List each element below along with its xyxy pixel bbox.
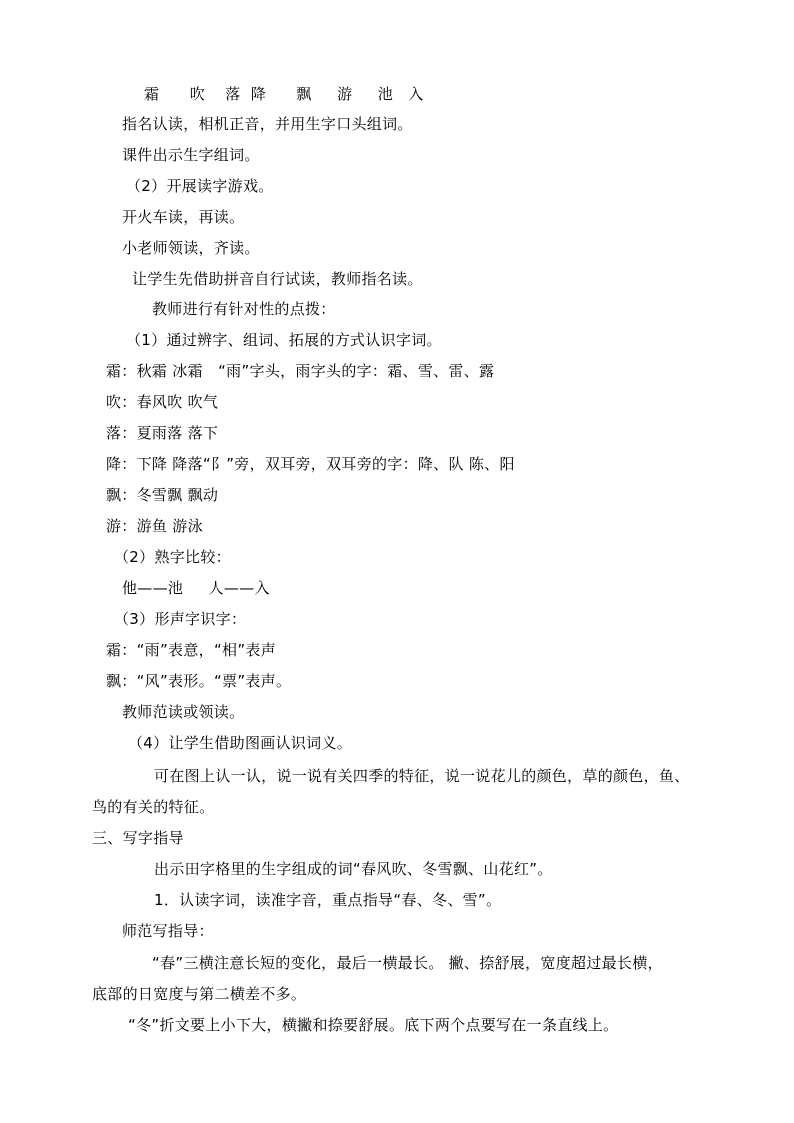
text-line-grid-words: 出示田字格里的生字组成的词“春风吹、冬雪飘、山花红”。 [154, 860, 553, 878]
text-line-dong-strokes: “冬”折文要上小下大，横撇和捺要舒展。底下两个点要写在一条直线上。 [128, 1016, 619, 1034]
step-heading-pictures: （4）让学生借助图画认识词义。 [128, 734, 353, 752]
step-heading-phono-semantic: （3）形声字识字： [114, 610, 247, 628]
text-line-train-reading: 开火车读，再读。 [122, 208, 245, 226]
text-line-little-teacher: 小老师领读，齐读。 [122, 239, 260, 257]
text-line-teacher-guidance: 教师进行有针对性的点拨： [152, 300, 336, 318]
word-entry-piao-form: 飘：“风”表形。“票”表声。 [106, 672, 292, 690]
text-line-chun-strokes: “春”三横注意长短的变化，最后一横最长。 撇、捺舒展，宽度超过最长横， [152, 954, 663, 972]
text-line-seasons-cont: 鸟的有关的特征。 [92, 798, 215, 816]
step-heading-compare: （2）熟字比较： [114, 548, 231, 566]
step-heading-reading-games: （2）开展读字游戏。 [126, 177, 274, 195]
section-heading-writing: 三、写字指导 [92, 829, 184, 847]
text-line-chun-strokes-cont: 底部的日宽度与第二横差不多。 [92, 985, 307, 1003]
text-line-read-by-name: 指名认读，相机正音，并用生字口头组词。 [122, 115, 413, 133]
text-line-pinyin-reading: 让学生先借助拼音自行试读，教师指名读。 [132, 270, 423, 288]
text-line-seasons: 可在图上认一认，说一说有关四季的特征，说一说花儿的颜色，草的颜色，鱼、 [154, 767, 690, 785]
word-entry-chui: 吹：春风吹 吹气 [106, 393, 219, 411]
word-entry-shuang: 霜：秋霜 冰霜 “雨”字头，雨字头的字：霜、雪、雷、露 [106, 362, 495, 380]
text-line-compare-pairs: 他——池 人——入 [122, 579, 270, 597]
text-line-model-reading: 教师范读或领读。 [122, 703, 245, 721]
new-characters-line: 霜 吹 落 降 飘 游 池 入 [144, 85, 424, 103]
word-entry-shuang-form: 霜：“雨”表意，“相”表声 [106, 641, 276, 659]
step-heading-word-learning: （1）通过辨字、组词、拓展的方式认识字词。 [126, 331, 442, 349]
text-line-writing-demo: 师范写指导： [122, 922, 214, 940]
word-entry-jiang: 降：下降 降落“阝”旁，双耳旁，双耳旁的字：降、队 陈、阳 [106, 455, 515, 473]
word-entry-piao: 飘：冬雪飘 飘动 [106, 486, 219, 504]
word-entry-you: 游：游鱼 游泳 [106, 517, 203, 535]
text-line-courseware: 课件出示生字组词。 [122, 146, 260, 164]
text-line-read-words: 1．认读字词，读准字音，重点指导“春、冬、雪”。 [154, 891, 502, 909]
word-entry-luo: 落：夏雨落 落下 [106, 424, 219, 442]
